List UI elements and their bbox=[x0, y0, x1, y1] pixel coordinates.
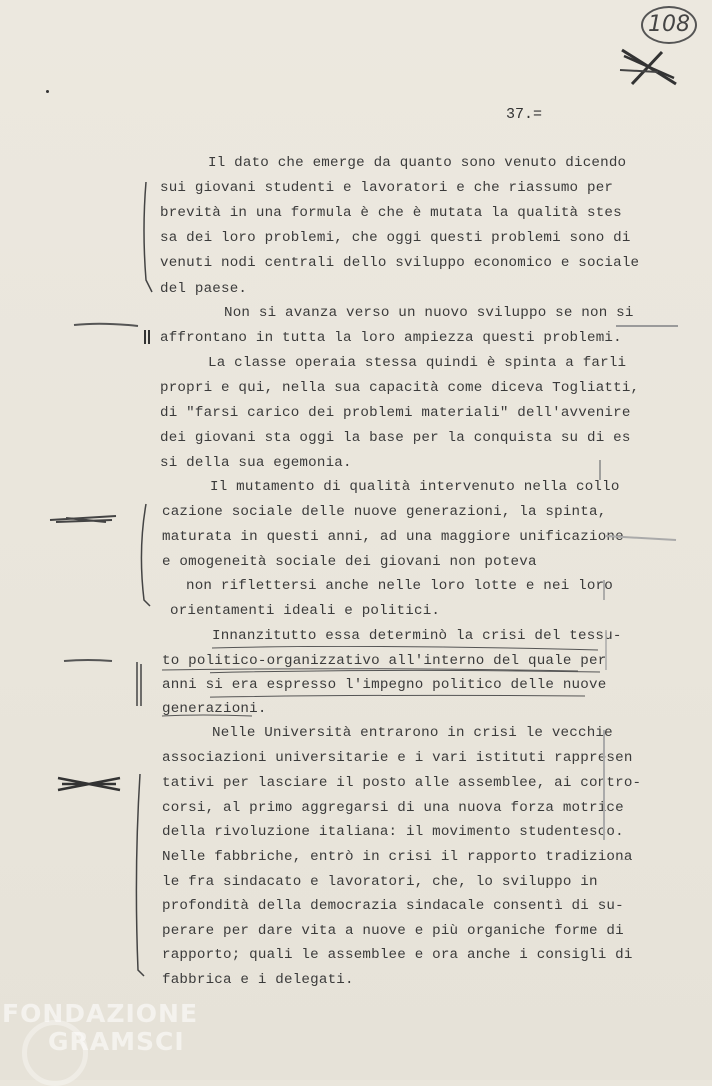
text-line: sa dei loro problemi, che oggi questi problemi sono di bbox=[160, 230, 631, 246]
cross-out-mark bbox=[618, 44, 680, 90]
watermark-line-2: GRAMSCI bbox=[48, 1027, 185, 1056]
text-line: Innanzitutto essa determinò la crisi del tessu- bbox=[212, 628, 622, 644]
text-line: maturata in questi anni, ad una maggiore unificazione bbox=[162, 529, 624, 545]
circled-page-number: 108 bbox=[641, 6, 697, 44]
text-line: orientamenti ideali e politici. bbox=[170, 603, 441, 619]
text-line: cazione sociale delle nuove generazioni, la spinta, bbox=[162, 504, 607, 520]
margin-bracket-mark bbox=[128, 770, 148, 980]
margin-bracket-mark bbox=[138, 180, 154, 295]
text-line: propri e qui, nella sua capacità come diceva Togliatti, bbox=[160, 380, 640, 396]
typed-page-number: 37.= bbox=[506, 106, 543, 123]
text-line: tativi per lasciare il posto alle assemblee, ai contro- bbox=[162, 775, 642, 791]
text-line: affrontano in tutta la loro ampiezza questi problemi. bbox=[160, 330, 622, 346]
text-line: le fra sindacato e lavoratori, che, lo sviluppo in bbox=[162, 874, 598, 890]
text-line: generazioni. bbox=[162, 701, 267, 717]
margin-dash-mark bbox=[62, 656, 114, 666]
margin-tick-mark bbox=[132, 660, 146, 710]
text-line: to politico-organizzativo all'interno del quale per bbox=[162, 653, 607, 669]
right-margin-marks bbox=[596, 320, 686, 860]
margin-dash-mark bbox=[72, 318, 142, 332]
text-line: La classe operaia stessa quindi è spinta a farli bbox=[208, 355, 627, 371]
text-line: anni si era espresso l'impegno politico delle nuove bbox=[162, 677, 607, 693]
text-line: della rivoluzione italiana: il movimento studentesco. bbox=[162, 824, 624, 840]
text-line: del paese. bbox=[160, 281, 248, 297]
text-line: dei giovani sta oggi la base per la conquista su di es bbox=[160, 430, 631, 446]
margin-tick-mark bbox=[142, 328, 152, 346]
margin-scribble-mark bbox=[46, 510, 120, 528]
text-line: Nelle Università entrarono in crisi le vecchie bbox=[212, 725, 613, 741]
text-line: Non si avanza verso un nuovo sviluppo se non si bbox=[224, 305, 634, 321]
text-line: non riflettersi anche nelle loro lotte e nei loro bbox=[186, 578, 613, 594]
watermark-line-1: FONDAZIONE bbox=[2, 999, 199, 1028]
watermark bbox=[2, 1000, 198, 1056]
text-line: e omogeneità sociale dei giovani non poteva bbox=[162, 554, 537, 570]
text-line: corsi, al primo aggregarsi di una nuova forza motrice bbox=[162, 800, 624, 816]
text-line: perare per dare vita a nuove e più organiche forme di bbox=[162, 923, 624, 939]
text-line: fabbrica e i delegati. bbox=[162, 972, 354, 988]
text-line: sui giovani studenti e lavoratori e che riassumo per bbox=[160, 180, 614, 196]
text-line: brevità in una formula è che è mutata la qualità stes bbox=[160, 205, 622, 221]
text-line: Il mutamento di qualità intervenuto nella collo bbox=[210, 479, 620, 495]
text-line: di "farsi carico dei problemi materiali" dell'avvenire bbox=[160, 405, 631, 421]
margin-scribble-mark bbox=[54, 774, 124, 794]
text-line: profondità della democrazia sindacale consentì di su- bbox=[162, 898, 624, 914]
text-line: associazioni universitarie e i vari istituti rappresen bbox=[162, 750, 633, 766]
text-line: Nelle fabbriche, entrò in crisi il rapporto tradiziona bbox=[162, 849, 633, 865]
text-line: Il dato che emerge da quanto sono venuto dicendo bbox=[208, 155, 627, 171]
text-line: rapporto; quali le assemblee e ora anche i consigli di bbox=[162, 947, 633, 963]
margin-bracket-mark bbox=[134, 500, 154, 610]
ink-dot bbox=[46, 90, 49, 93]
text-line: venuti nodi centrali dello sviluppo economico e sociale bbox=[160, 255, 640, 271]
text-line: si della sua egemonia. bbox=[160, 455, 352, 471]
underline-marks bbox=[160, 668, 580, 720]
